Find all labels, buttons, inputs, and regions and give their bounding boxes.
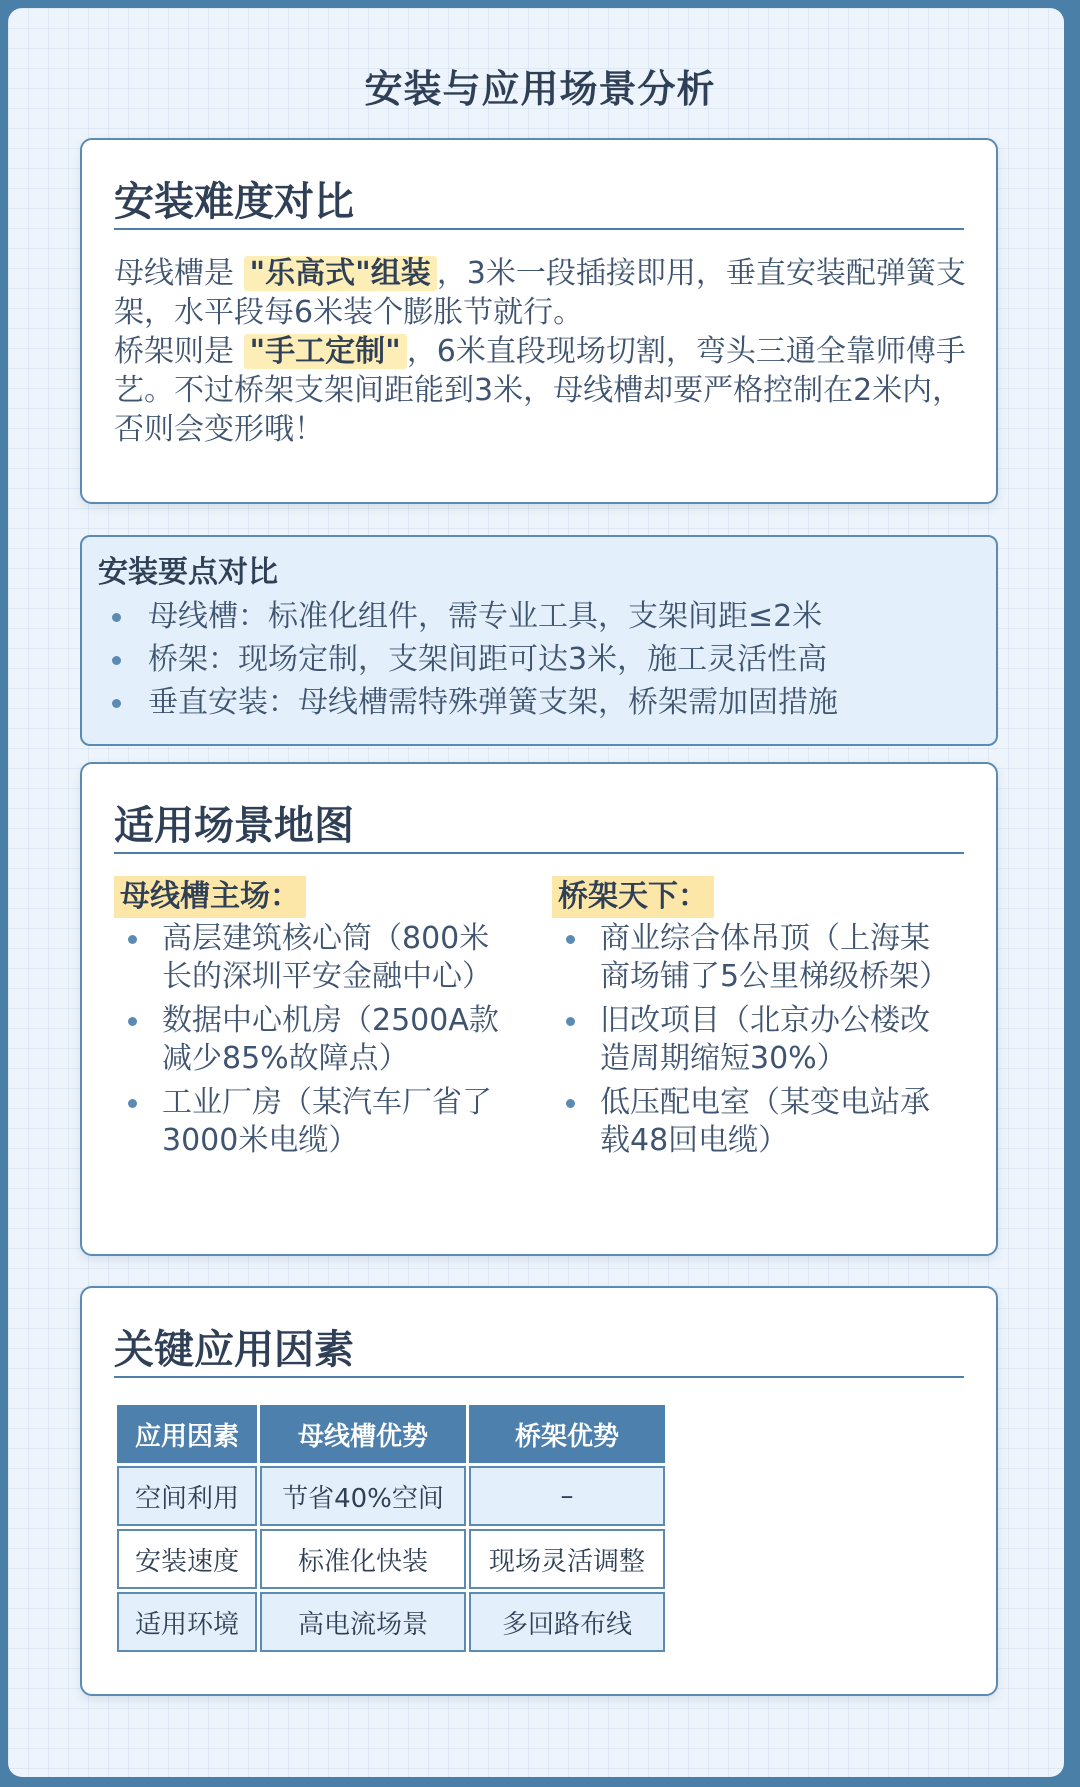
table-row bbox=[117, 1592, 665, 1652]
table-cell: 现场灵活调整 bbox=[469, 1529, 665, 1589]
bullet-icon bbox=[566, 935, 575, 944]
tray-highlight: "手工定制" bbox=[244, 334, 407, 369]
table-cell: 适用环境 bbox=[117, 1592, 257, 1652]
busway-text-post: ，3米一段插接即用，垂直安装配弹簧支架，水平段每6米装个膨胀节就行。 bbox=[114, 256, 966, 330]
factors-heading: 关键应用因素 bbox=[114, 1327, 354, 1373]
page-title: 安装与应用场景分析 bbox=[364, 67, 716, 111]
heading-divider bbox=[114, 1376, 964, 1378]
scenarios-heading: 适用场景地图 bbox=[114, 803, 354, 849]
key-points-heading: 安装要点对比 bbox=[98, 555, 278, 590]
difficulty-card bbox=[80, 138, 998, 504]
table-row bbox=[117, 1529, 665, 1589]
list-item: 桥架：现场定制，支架间距可达3米，施工灵活性高 bbox=[112, 638, 838, 681]
list-item: 工业厂房（某汽车厂省了3000米电缆） bbox=[128, 1084, 514, 1160]
bullet-icon bbox=[566, 1099, 575, 1108]
bullet-icon bbox=[128, 935, 137, 944]
column-header: 桥架优势 bbox=[469, 1405, 665, 1463]
tray-column-title: 桥架天下： bbox=[552, 876, 714, 918]
tray-column bbox=[552, 876, 952, 1166]
list-item: 商业综合体吊顶（上海某商场铺了5公里梯级桥架） bbox=[566, 920, 952, 996]
list-item: 高层建筑核心筒（800米长的深圳平安金融中心） bbox=[128, 920, 514, 996]
busway-column-title: 母线槽主场： bbox=[114, 876, 306, 918]
heading-divider bbox=[114, 852, 964, 854]
table-cell: 标准化快装 bbox=[260, 1529, 466, 1589]
key-points-box bbox=[80, 535, 998, 746]
column-header: 应用因素 bbox=[117, 1405, 257, 1463]
table-cell: 高电流场景 bbox=[260, 1592, 466, 1652]
bullet-icon bbox=[566, 1017, 575, 1026]
list-item: 垂直安装：母线槽需特殊弹簧支架，桥架需加固措施 bbox=[112, 681, 838, 724]
bullet-icon bbox=[128, 1017, 137, 1026]
table-cell: 节省40%空间 bbox=[260, 1466, 466, 1526]
tray-text-post: ，6米直段现场切割，弯头三通全靠师傅手艺。不过桥架支架间距能到3米，母线槽却要严格控制在2米内，否则会变形哦！ bbox=[114, 334, 966, 447]
list-item: 母线槽：标准化组件，需专业工具，支架间距≤2米 bbox=[112, 595, 838, 638]
column-header: 母线槽优势 bbox=[260, 1405, 466, 1463]
factors-table bbox=[114, 1402, 668, 1655]
tray-text-pre: 桥架则是 bbox=[114, 334, 234, 369]
bullet-icon bbox=[112, 613, 121, 622]
difficulty-heading: 安装难度对比 bbox=[114, 179, 354, 225]
factors-card bbox=[80, 1286, 998, 1696]
table-header-row bbox=[117, 1405, 665, 1463]
bullet-icon bbox=[112, 656, 121, 665]
busway-column bbox=[114, 876, 514, 1166]
busway-text-pre: 母线槽是 bbox=[114, 256, 234, 291]
busway-scenario-list bbox=[128, 920, 514, 1160]
list-item: 旧改项目（北京办公楼改造周期缩短30%） bbox=[566, 1002, 952, 1078]
list-item: 低压配电室（某变电站承载48回电缆） bbox=[566, 1084, 952, 1160]
difficulty-paragraph bbox=[114, 254, 974, 449]
busway-highlight: "乐高式"组装 bbox=[244, 256, 437, 291]
table-cell: – bbox=[469, 1466, 665, 1526]
key-points-list bbox=[112, 595, 838, 724]
table-cell: 空间利用 bbox=[117, 1466, 257, 1526]
scenarios-card bbox=[80, 762, 998, 1256]
tray-scenario-list bbox=[566, 920, 952, 1160]
bullet-icon bbox=[128, 1099, 137, 1108]
table-cell: 多回路布线 bbox=[469, 1592, 665, 1652]
table-row bbox=[117, 1466, 665, 1526]
bullet-icon bbox=[112, 699, 121, 708]
heading-divider bbox=[114, 228, 964, 230]
list-item: 数据中心机房（2500A款减少85%故障点） bbox=[128, 1002, 514, 1078]
table-cell: 安装速度 bbox=[117, 1529, 257, 1589]
